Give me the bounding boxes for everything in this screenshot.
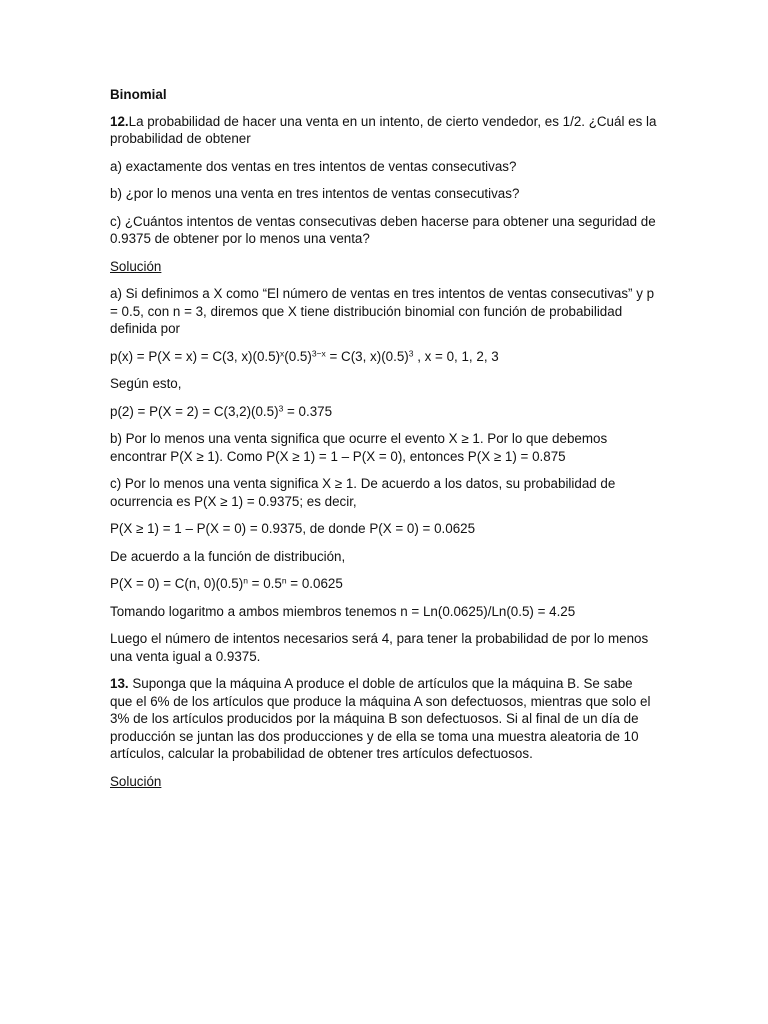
formula-text: P(X = 0) = C(n, 0)(0.5) bbox=[110, 576, 244, 591]
formula-px0 bbox=[110, 575, 658, 593]
problem-13-text: Suponga que la máquina A produce el doble de artículos que la máquina B. Se sabe que el 6% de los artículos que produce la máquina A son defectuosos, mientras que solo el 3% de los artículos producidos por la máquina B son defectuosos. Si al final de un día de producción se juntan las dos producciones y de ella se toma una muestra aleatoria de 10 artículos, calcular la probabilidad de obtener tres artículos defectuosos. bbox=[110, 676, 651, 761]
solution-heading-1 bbox=[110, 258, 658, 276]
section-title: Binomial bbox=[110, 87, 167, 102]
question-a: a) exactamente dos ventas en tres intentos de ventas consecutivas? bbox=[110, 158, 517, 174]
formula-text: = 0.0625 bbox=[286, 576, 343, 591]
formula-px bbox=[110, 348, 658, 366]
de-acuerdo: De acuerdo a la función de distribución, bbox=[110, 548, 346, 564]
exponent: n bbox=[243, 575, 248, 586]
luego-conclusion: Luego el número de intentos necesarios será 4, para tener la probabilidad de por lo menos una venta igual a 0.9375. bbox=[110, 631, 649, 664]
formula-text: = C(3, x)(0.5) bbox=[325, 348, 409, 364]
question-c: c) ¿Cuántos intentos de ventas consecutivas deben hacerse para obtener una seguridad de 0.9375 de obtener por lo menos una venta? bbox=[110, 213, 656, 246]
formula-text: = 0.375 bbox=[283, 403, 333, 419]
solution-b: b) Por lo menos una venta significa que ocurre el evento X ≥ 1. Por lo que debemos encontrar P(X ≥ 1). Como P(X ≥ 1) = 1 – P(X = 0), entonces P(X ≥ 1) = 0.875 bbox=[110, 431, 608, 464]
exponent: 3 bbox=[408, 347, 414, 358]
exponent: 3 bbox=[278, 402, 284, 413]
solution-label: Solución bbox=[110, 773, 162, 789]
tomando-logaritmo: Tomando logaritmo a ambos miembros tenemos n = Ln(0.0625)/Ln(0.5) = 4.25 bbox=[110, 603, 576, 619]
problem-13-number: 13. bbox=[110, 676, 129, 691]
formula-text: p(x) = P(X = x) = C(3, x)(0.5) bbox=[110, 348, 281, 364]
problem-12-number: 12. bbox=[110, 113, 129, 129]
equation-c1: P(X ≥ 1) = 1 – P(X = 0) = 0.9375, de donde P(X = 0) = 0.0625 bbox=[110, 521, 476, 536]
formula-text: p(2) = P(X = 2) = C(3,2)(0.5) bbox=[110, 403, 279, 419]
formula-text: , x = 0, 1, 2, 3 bbox=[413, 348, 499, 364]
solution-a: a) Si definimos a X como “El número de ventas en tres intentos de ventas consecutivas” y p = 0.5, con n = 3, diremos que X tiene distribución binomial con función de probabilidad definida por bbox=[110, 286, 655, 336]
formula-p2 bbox=[110, 403, 658, 421]
segun-esto: Según esto, bbox=[110, 376, 182, 391]
formula-text: (0.5) bbox=[284, 348, 312, 364]
solution-label: Solución bbox=[110, 258, 162, 274]
document-page bbox=[110, 86, 658, 800]
question-b: b) ¿por lo menos una venta en tres intentos de ventas consecutivas? bbox=[110, 186, 520, 201]
problem-12 bbox=[110, 113, 658, 148]
formula-text: = 0.5 bbox=[247, 576, 282, 591]
solution-heading-2 bbox=[110, 773, 658, 791]
problem-13 bbox=[110, 675, 658, 763]
problem-12-text: La probabilidad de hacer una venta en un intento, de cierto vendedor, es 1/2. ¿Cuál es la probabilidad de obtener bbox=[110, 113, 657, 146]
solution-c: c) Por lo menos una venta significa X ≥ 1. De acuerdo a los datos, su probabilidad de ocurrencia es P(X ≥ 1) = 0.9375; es decir, bbox=[110, 476, 616, 509]
exponent: n bbox=[281, 575, 287, 586]
exponent: x bbox=[280, 347, 285, 358]
exponent: 3−x bbox=[311, 347, 326, 358]
